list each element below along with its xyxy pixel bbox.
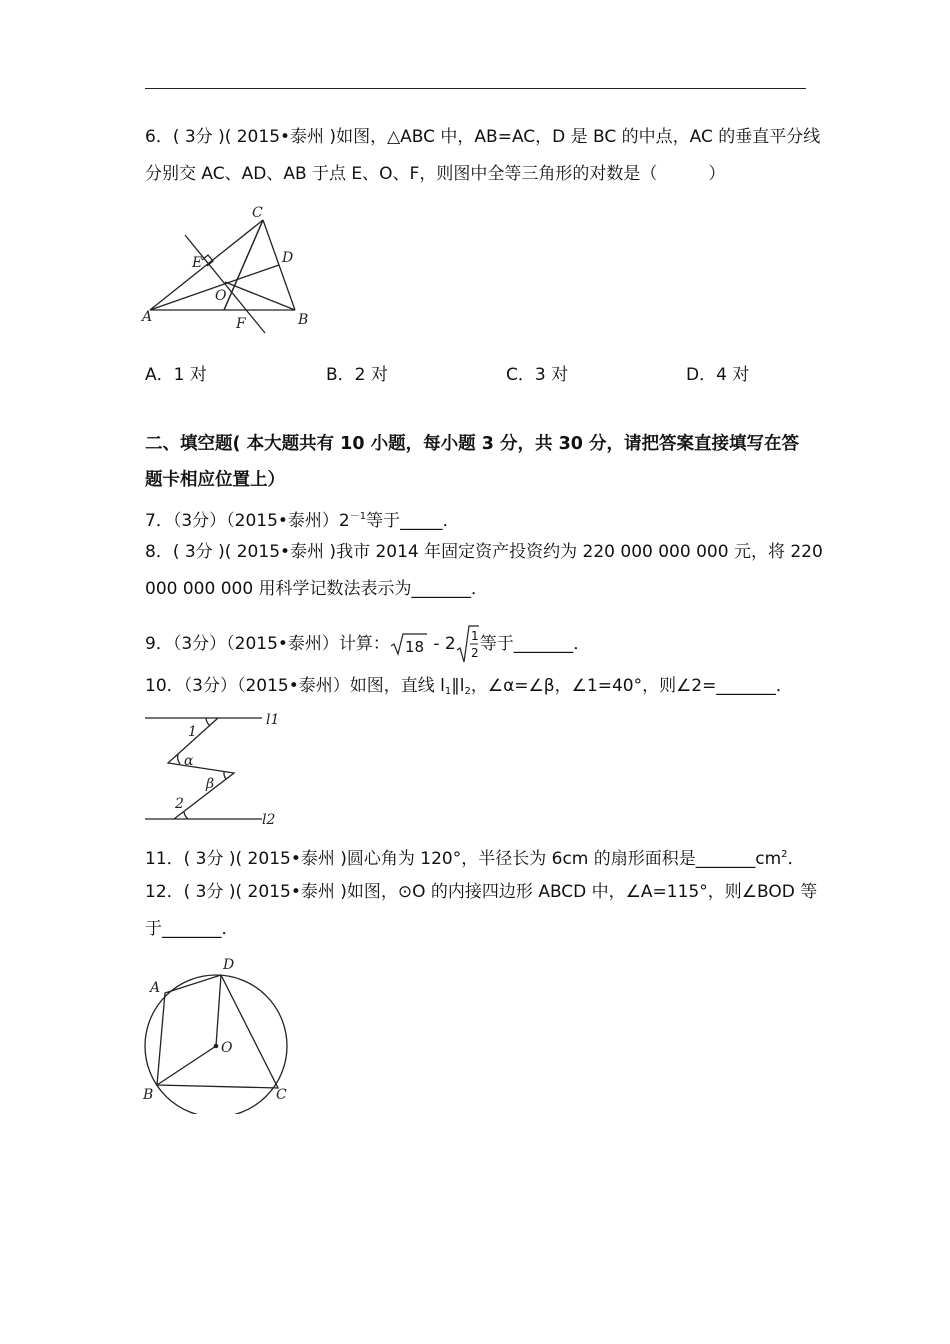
- q9-numerator: 1: [470, 629, 479, 643]
- header-rule: [145, 88, 806, 89]
- q9-sqrt-18: [390, 631, 428, 657]
- q6-option-d: D．4 对: [686, 365, 750, 385]
- label-B: B: [143, 1087, 154, 1103]
- q7-line: [145, 506, 460, 532]
- q6-option-c: C．3 对: [506, 365, 569, 385]
- q10-line: [145, 675, 793, 703]
- label-O: O: [221, 1040, 233, 1056]
- label-C: C: [252, 205, 263, 221]
- label-A: A: [142, 309, 153, 325]
- q6-option-a: A．1 对: [145, 365, 207, 385]
- label-E: E: [192, 255, 203, 271]
- label-B: B: [298, 312, 309, 328]
- q9-suffix: 等于_______．: [479, 634, 591, 654]
- q11-sup: 2: [781, 849, 788, 860]
- section2-heading-line2: 题卡相应位置上）: [145, 470, 285, 490]
- q11-line: [145, 844, 805, 870]
- label-angle-2: 2: [175, 796, 184, 812]
- q12-line1: 12．( 3分 )( 2015•泰州 )如图，⊙O 的内接四边形 ABCD 中，∠A=115°，则∠BOD 等: [145, 882, 818, 902]
- label-F: F: [236, 316, 246, 332]
- q9-denominator: 2: [470, 646, 479, 660]
- label-C: C: [276, 1087, 287, 1103]
- q6-line2: 分别交 AC、AD、AB 于点 E、O、F，则图中全等三角形的对数是（ ）: [145, 164, 726, 184]
- q9-line: [145, 624, 590, 664]
- q10-parallel-lines-figure: [140, 708, 290, 830]
- q11-text: 11．( 3分 )( 2015•泰州 )圆心角为 120°，半径长为 6cm 的扇形面积是_______cm: [145, 849, 782, 869]
- label-O: O: [215, 288, 227, 304]
- q10-sub2: 2: [464, 686, 471, 697]
- label-angle-1: 1: [188, 724, 197, 740]
- q6-option-b: B．2 对: [326, 365, 388, 385]
- label-l2: l2: [262, 812, 276, 828]
- label-beta: β: [206, 776, 215, 792]
- q8-line1: 8．( 3分 )( 2015•泰州 )我市 2014 年固定资产投资约为 220 000 000 000 元，将 220: [145, 542, 823, 562]
- q9-sqrt-half: [456, 624, 480, 664]
- q11-end: ．: [787, 849, 805, 869]
- q10-suffix: ，∠α=∠β，∠1=40°，则∠2=_______．: [470, 676, 793, 696]
- label-A: A: [150, 980, 161, 996]
- label-D: D: [223, 957, 235, 973]
- q8-line2: 000 000 000 用科学记数法表示为_______．: [145, 579, 489, 599]
- q10-prefix: 10．（3分）（2015•泰州）如图，直线 l: [145, 676, 445, 696]
- q9-mid: - 2: [427, 634, 456, 654]
- q6-line1: 6．( 3分 )( 2015•泰州 )如图，△ABC 中，AB=AC，D 是 BC 的中点，AC 的垂直平分线: [145, 127, 821, 147]
- section2-heading-line1: 二、填空题( 本大题共有 10 小题，每小题 3 分，共 30 分，请把答案直接填写在答: [145, 434, 800, 454]
- q7-suffix: 等于_____．: [366, 511, 460, 531]
- q10-sub1: 1: [444, 686, 452, 697]
- q9-radicand: 18: [404, 638, 425, 656]
- q9-prefix: 9．（3分）（2015•泰州）计算：: [145, 634, 390, 654]
- label-D: D: [282, 250, 294, 266]
- q6-triangle-figure: [140, 200, 320, 340]
- q10-mid: ∥l: [451, 676, 465, 696]
- label-l1: l1: [266, 712, 280, 728]
- q7-prefix: 7．（3分）（2015•泰州）2: [145, 511, 350, 531]
- q7-exponent: －1: [349, 511, 367, 522]
- q12-line2: 于_______．: [145, 919, 239, 939]
- q12-circle-figure: [138, 954, 298, 1114]
- label-alpha: α: [184, 753, 194, 769]
